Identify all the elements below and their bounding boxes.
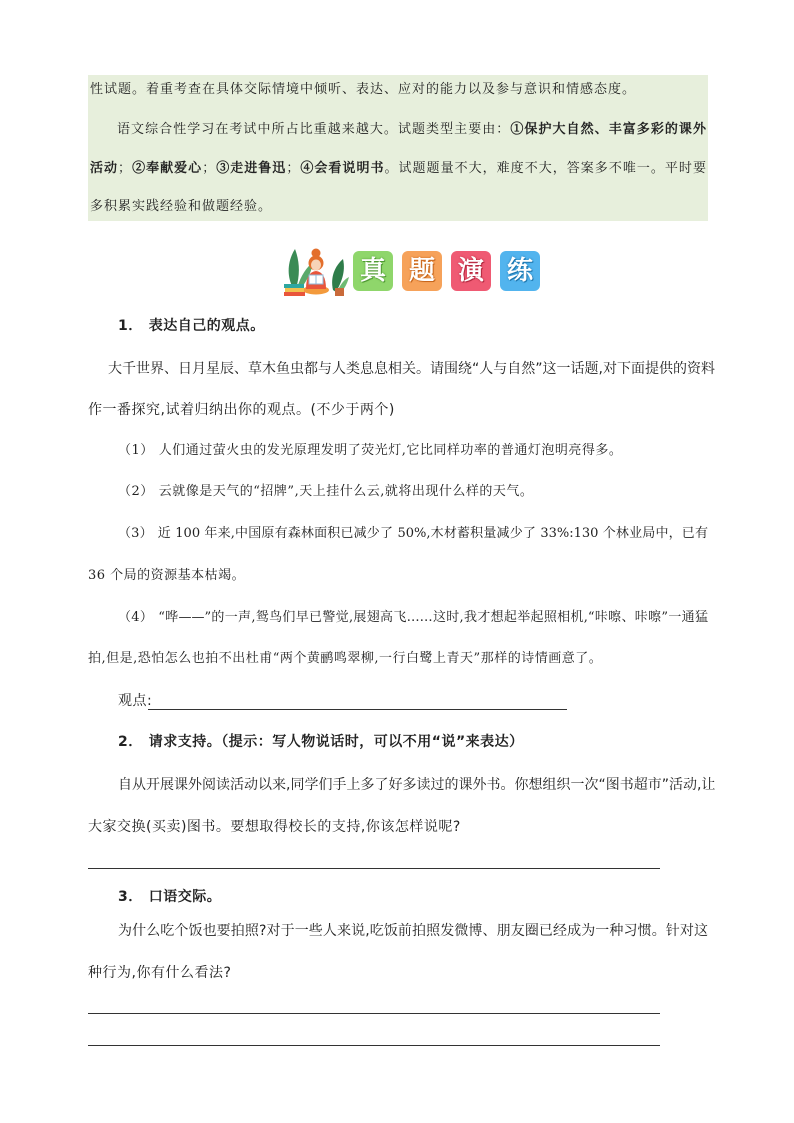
question-title: 表达自己的观点。 — [148, 318, 265, 334]
material-3 — [118, 524, 708, 544]
material-label: （2） — [118, 484, 154, 499]
banner-tile-yan: 演 — [451, 251, 491, 291]
question-2-prompt-line-1: 自从开展课外阅读活动以来,同学们手上多了好多读过的课外书。你想组织一次“图书超市”活动,让 — [118, 777, 716, 793]
material-label: （3） — [118, 526, 153, 541]
question-title: 请求支持。（提示：写人物说话时，可以不用“说”来表达） — [148, 734, 524, 750]
material-4 — [118, 608, 708, 628]
question-3-prompt-line-1: 为什么吃个饭也要拍照?对于一些人来说,吃饭前拍照发微博、朋友圈已经成为一种习惯。针对这 — [118, 923, 708, 939]
flower-pot-icon — [335, 288, 344, 296]
material-1 — [118, 441, 622, 461]
answer-line — [88, 1045, 660, 1046]
intro-line-4-text: 多积累实践经验和做题经验。 — [90, 199, 273, 214]
banner-tile-zhen: 真 — [353, 251, 393, 291]
intro-line-1-text: 性试题。着重考查在具体交际情境中倾听、表达、应对的能力以及参与意识和情感态度。 — [90, 82, 637, 97]
answer-line — [148, 709, 567, 710]
book-stack-icon — [284, 284, 305, 296]
intro-topic-1: ①保护大自然、丰富多彩的课外 — [510, 122, 706, 137]
question-3-prompt-line-2: 种行为,你有什么看法? — [88, 965, 232, 981]
separator: ； — [286, 161, 300, 176]
intro-line-4 — [90, 197, 272, 217]
question-1-heading — [118, 316, 265, 336]
material-label: （1） — [118, 443, 154, 458]
separator: ； — [118, 161, 132, 176]
material-text: “哗——”的一声,鸳鸟们早已警觉,展翅高飞……这时,我才想起举起照相机,“咔嚓、咔嚓”一通猛 — [158, 610, 708, 625]
question-number: 1． — [118, 318, 143, 334]
banner-tile-ti: 题 — [402, 251, 442, 291]
material-3-continued: 36 个局的资源基本枯竭。 — [88, 568, 246, 583]
intro-topic-3: ③走进鲁迅 — [215, 161, 287, 176]
question-3-heading — [118, 887, 221, 907]
answer-label: 观点: — [118, 693, 153, 709]
answer-line — [88, 1013, 660, 1014]
separator: ； — [202, 161, 216, 176]
intro-topic-2: ②奉献爱心 — [131, 161, 203, 176]
answer-line — [88, 868, 660, 869]
material-text: 近 100 年来,中国原有森林面积已减少了 50%,木材蓄积量减少了 33%:130 个林业局中，已有 — [157, 526, 708, 541]
material-text: 云就像是天气的“招牌”,天上挂什么云,就将出现什么样的天气。 — [158, 484, 534, 499]
intro-line-3-text: 。试题题量不大，难度不大，答案多不唯一。平时要 — [384, 161, 706, 176]
question-title: 口语交际。 — [148, 889, 222, 905]
intro-line-2-text: 语文综合性学习在考试中所占比重越来越大。试题类型主要由： — [117, 122, 511, 137]
intro-line-1 — [90, 80, 636, 100]
intro-topic-1-end: 活动 — [90, 161, 119, 176]
intro-topic-4: ④会看说明书 — [299, 161, 385, 176]
section-banner — [283, 246, 545, 296]
question-number: 2． — [118, 734, 143, 750]
material-text: 人们通过萤火虫的发光原理发明了荧光灯,它比同样功率的普通灯泡明亮得多。 — [158, 443, 623, 458]
intro-box — [88, 75, 708, 221]
question-number: 3． — [118, 889, 143, 905]
intro-line-3 — [90, 159, 706, 179]
material-4-continued: 拍,但是,恐怕怎么也拍不出杜甫“两个黄鹂鸣翠柳,一行白鹭上青天”那样的诗情画意了。 — [88, 651, 603, 666]
material-2 — [118, 482, 533, 502]
question-2-prompt-line-2: 大家交换(买卖)图书。要想取得校长的支持,你该怎样说呢? — [88, 819, 461, 835]
question-1-prompt-line-2: 作一番探究,试着归纳出你的观点。(不少于两个) — [88, 402, 395, 418]
intro-line-2 — [117, 120, 706, 140]
question-2-heading — [118, 732, 524, 752]
question-1-prompt-line-1: 大千世界、日月星辰、草木鱼虫都与人类息息相关。请围绕“人与自然”这一话题,对下面提供的资料 — [108, 361, 715, 377]
banner-tile-lian: 练 — [500, 251, 540, 291]
girl-reading-illustration-icon — [283, 246, 349, 296]
material-label: （4） — [118, 610, 154, 625]
